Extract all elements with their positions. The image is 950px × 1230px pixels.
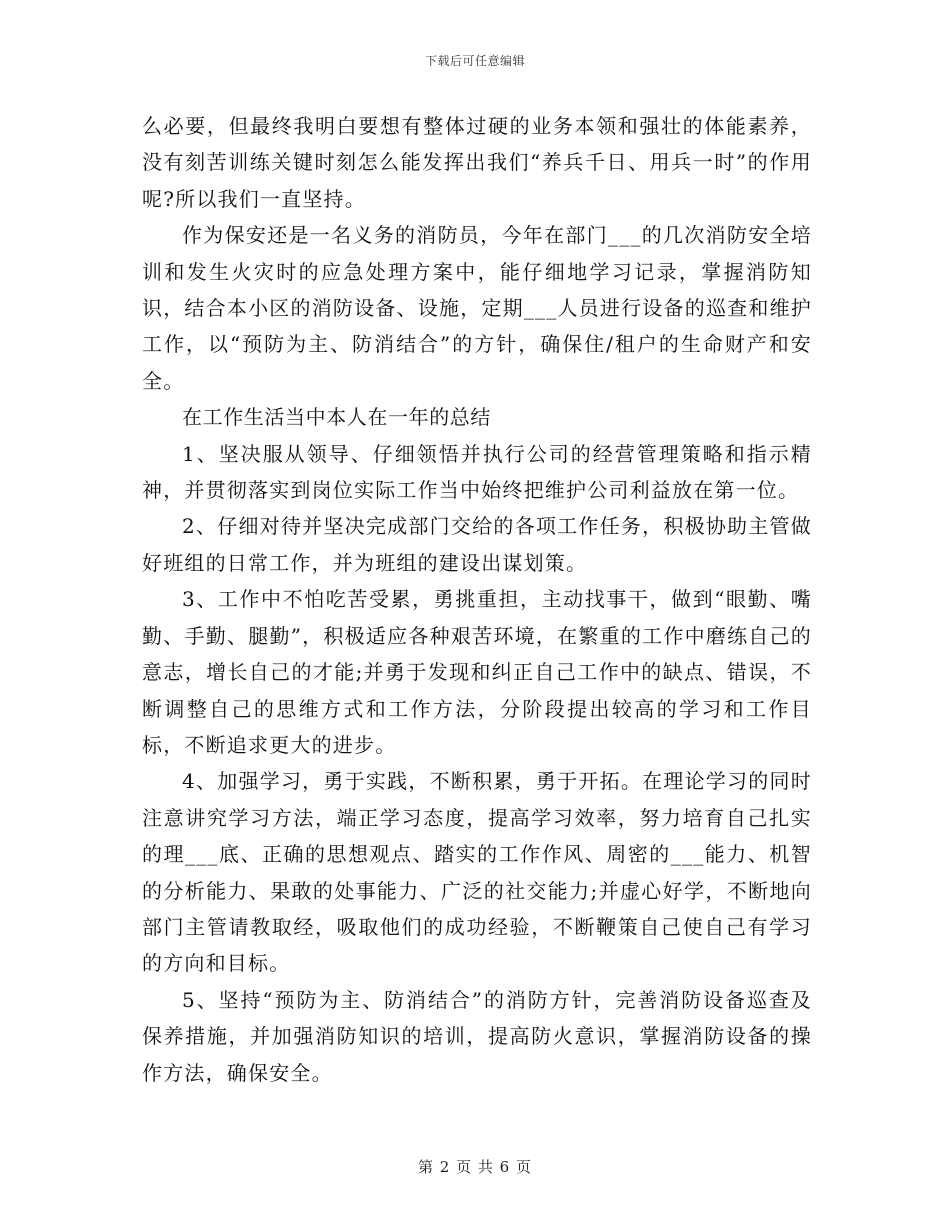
section-heading-summary: 在工作生活当中本人在一年的总结 [182,405,491,430]
list-item-4: 4、加强学习，勇于实践，不断积累，勇于开拓。在理论学习的同时注意讲究学习方法，端正学习态度，提高学习效率，努力培育自己扎实的理___底、正确的思想观点、踏实的工作作风、周密的___能力、机智的分析能力、果敢的处事能力、广泛的社交能力;并虚心好学，不断地向部门主管请教取经，吸取他们的成功经验，不断鞭策自己使自己有学习的方向和目标。 [142,769,812,976]
paragraph-continuation: 么必要，但最终我明白要想有整体过硬的业务本领和强壮的体能素养，没有刻苦训练关键时刻怎么能发挥出我们“养兵千日、用兵一时”的作用呢?所以我们一直坚持。 [142,114,812,211]
list-item-2: 2、仔细对待并坚决完成部门交给的各项工作任务，积极协助主管做好班组的日常工作，并为班组的建设出谋划策。 [142,514,812,575]
list-item-5: 5、坚持“预防为主、防消结合”的消防方针，完善消防设备巡查及保养措施，并加强消防知识的培训，提高防火意识，掌握消防设备的操作方法，确保安全。 [142,987,812,1085]
page-number-footer: 第 2 页 共 6 页 [418,1158,532,1176]
page-header: 下载后可任意编辑 [424,54,525,68]
paragraph-fire-safety-duty: 作为保安还是一名义务的消防员，今年在部门___的几次消防安全培训和发生火灾时的应急处理方案中，能仔细地学习记录，掌握消防知识，结合本小区的消防设备、设施，定期___人员进行设备的巡查和维护工作，以“预防为主、防消结合”的方针，确保住/租户的生命财产和安全。 [142,223,812,393]
document-body [142,108,812,1091]
list-item-1: 1、坚决服从领导、仔细领悟并执行公司的经营管理策略和指示精神，并贯彻落实到岗位实际工作当中始终把维护公司利益放在第一位。 [142,441,812,503]
list-item-3: 3、工作中不怕吃苦受累，勇挑重担，主动找事干，做到“眼勤、嘴勤、手勤、腿勤”，积极适应各种艰苦环境，在繁重的工作中磨练自己的意志，增长自己的才能;并勇于发现和纠正自己工作中的缺点、错误，不断调整自己的思维方式和工作方法，分阶段提出较高的学习和工作目标，不断追求更大的进步。 [142,587,812,757]
